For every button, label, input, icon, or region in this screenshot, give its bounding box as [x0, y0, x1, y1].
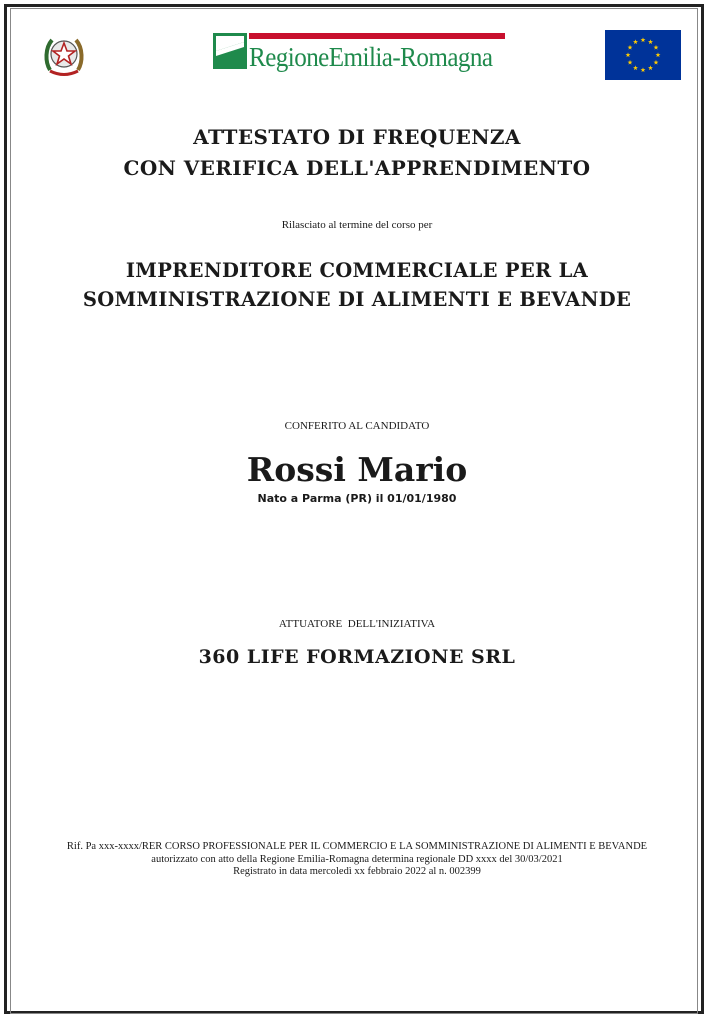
- implementer-name: 360 LIFE FORMAZIONE SRL: [198, 646, 516, 668]
- region-logo-red-bar: [249, 33, 505, 39]
- footer-authorization: autorizzato con atto della Regione Emilia-Romagna determina regionale DD xxxx del 30/03/2021: [151, 853, 563, 865]
- issued-caption: Rilasciato al termine del corso per: [281, 219, 433, 231]
- footer-reference: Rif. Pa xxx-xxxx/RER CORSO PROFESSIONALE PER IL COMMERCIO E LA SOMMINISTRAZIONE DI ALIMENTI E BEVANDE: [66, 841, 648, 852]
- certificate-title: [0, 122, 714, 184]
- region-logo: [213, 33, 507, 77]
- candidate-caption: CONFERITO AL CANDIDATO: [284, 420, 430, 432]
- course-title-line-2: SOMMINISTRAZIONE DI ALIMENTI E BEVANDE: [82, 288, 632, 311]
- eu-flag-icon: [605, 30, 681, 80]
- implementer-caption: ATTUATORE DELL'INIZIATIVA: [278, 618, 436, 630]
- course-title-line-1: IMPRENDITORE COMMERCIALE PER LA: [125, 259, 589, 282]
- candidate-birth-info: Nato a Parma (PR) il 01/01/1980: [257, 492, 457, 505]
- candidate-name: Rossi Mario: [246, 450, 468, 489]
- certificate-footer: [50, 841, 664, 879]
- certificate-title-line-2: CON VERIFICA DELL'APPRENDIMENTO: [123, 156, 591, 180]
- course-title: [0, 256, 714, 314]
- region-logo-text: RegioneEmilia-Romagna: [249, 42, 493, 72]
- region-flag-icon: [213, 33, 247, 69]
- footer-registration: Registrato in data mercoledì xx febbraio 2022 al n. 002399: [233, 866, 481, 877]
- emblem-ribbon: [50, 71, 78, 75]
- italian-republic-emblem-icon: [44, 32, 84, 78]
- certificate-title-line-1: ATTESTATO DI FREQUENZA: [193, 125, 521, 149]
